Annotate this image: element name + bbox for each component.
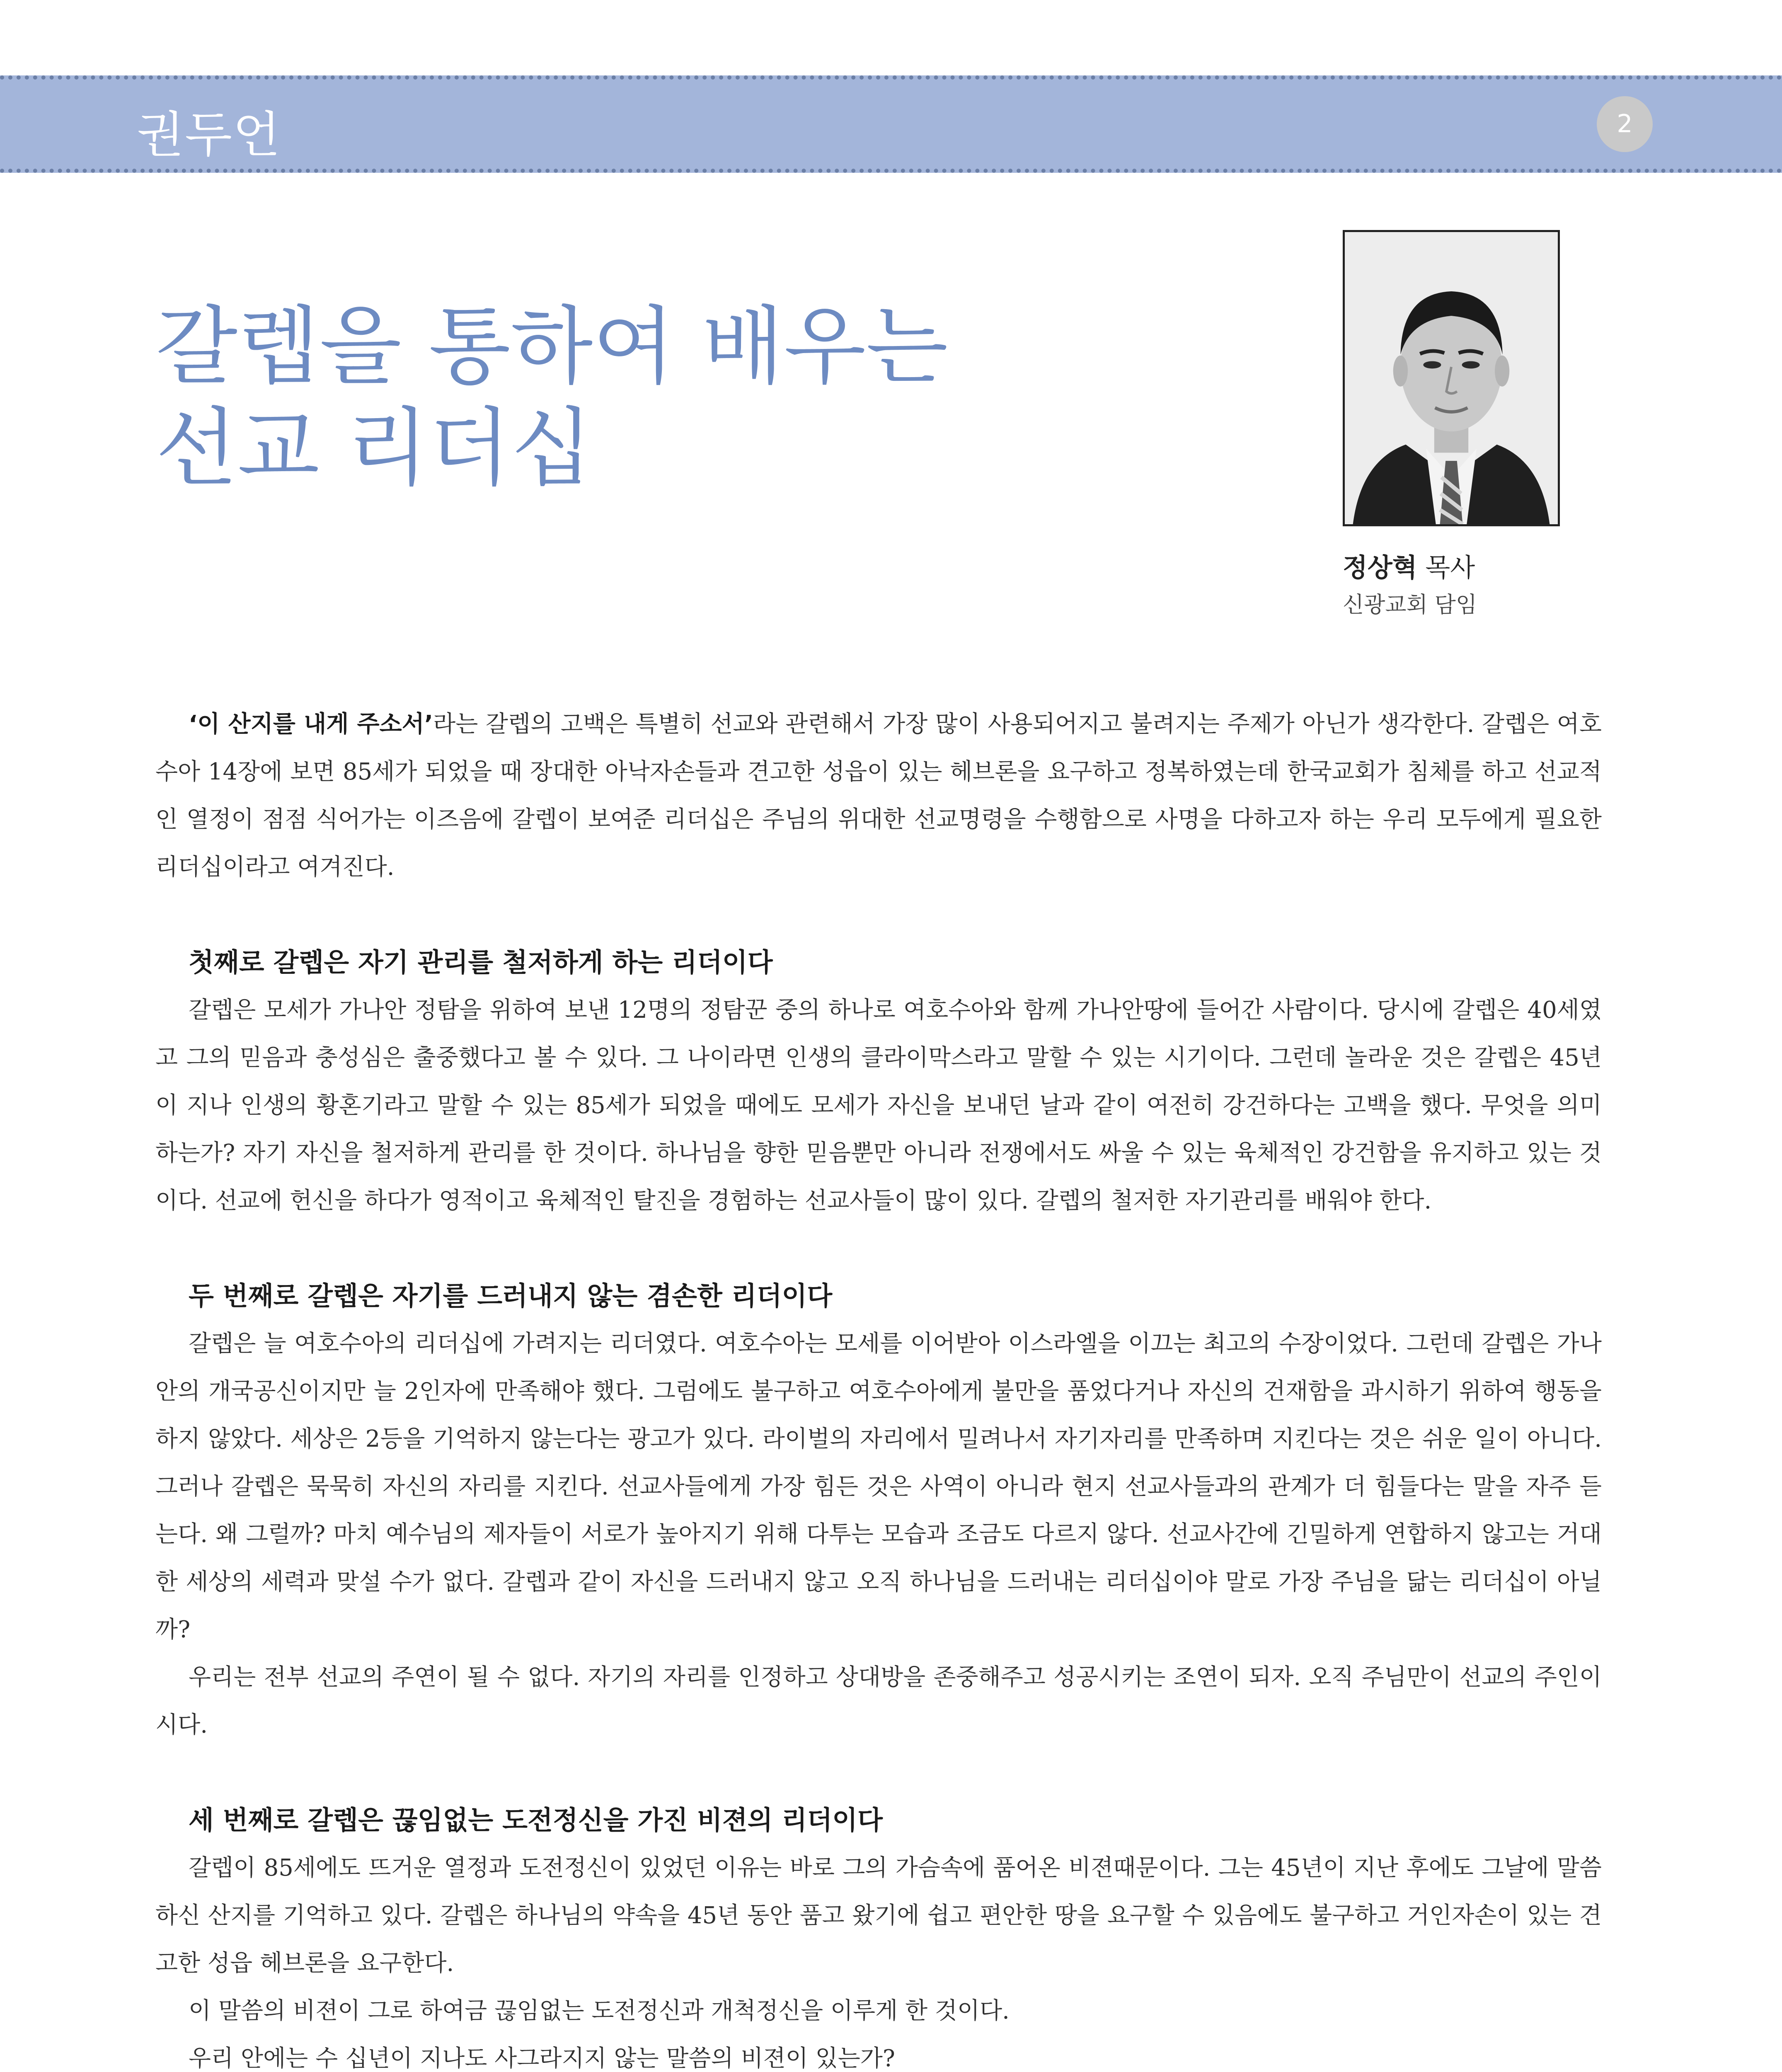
author-name [1343, 547, 1475, 584]
author-affiliation: 신광교회 담임 [1343, 592, 1477, 617]
intro-paragraph [155, 700, 1602, 891]
section-2-paragraph-2: 우리는 전부 선교의 주연이 될 수 없다. 자기의 자리를 인정하고 상대방을 존중해주고 성공시키는 조연이 되자. 오직 주님만이 선교의 주인이시다. [155, 1664, 1602, 1738]
article-body [155, 700, 1602, 2072]
section-3-paragraph-3: 우리 안에는 수 십년이 지나도 사그라지지 않는 말씀의 비젼이 있는가? [189, 2045, 895, 2072]
article-title [155, 296, 1233, 499]
section-3-paragraph-1: 갈렙이 85세에도 뜨거운 열정과 도전정신이 있었던 이유는 바로 그의 가슴속에 품어온 비젼때문이다. 그는 45년이 지난 후에도 그날에 말씀하신 산지를 기억하고 있다. 갈렙은 하나님의 약속을 45년 동안 품고 왔기에 쉽고 편안한 땅을 요구할 수 있음에도 불구하고 거인자손이 있는 견고한 성읍 헤브론을 요구한다. [155, 1854, 1602, 1977]
intro-quote: ‘이 산지를 내게 주소서’ [189, 711, 433, 738]
section-1-heading: 첫째로 갈렙은 자기 관리를 철저하게 하는 리더이다 [189, 947, 773, 978]
intro-text: 라는 갈렙의 고백은 특별히 선교와 관련해서 가장 많이 사용되어지고 불려지는 주제가 아닌가 생각한다. 갈렙은 여호수아 14장에 보면 85세가 되었을 때 장대한 아낙자손들과 견고한 성읍이 있는 헤브론을 요구하고 정복하였는데 한국교회가 침체를 하고 선교적인 열정이 점점 식어가는 이즈음에 갈렙이 보여준 리더십은 주님의 위대한 선교명령을 수행함으로 사명을 다하고자 하는 우리 모두에게 필요한 리더십이라고 여겨진다. [155, 711, 1602, 881]
section-2-heading: 두 번째로 갈렙은 자기를 드러내지 않는 겸손한 리더이다 [189, 1281, 833, 1311]
section-3-heading: 세 번째로 갈렙은 끊임없는 도전정신을 가진 비젼의 리더이다 [189, 1805, 883, 1835]
article-title-line2: 선교 리더십 [155, 399, 593, 498]
author-name-text: 정상혁 [1343, 552, 1417, 583]
section-label: 권두언 [137, 106, 281, 163]
header-band [0, 75, 1782, 173]
section-2-paragraph-1: 갈렙은 늘 여호수아의 리더십에 가려지는 리더였다. 여호수아는 모세를 이어받아 이스라엘을 이끄는 최고의 수장이었다. 그런데 갈렙은 가나안의 개국공신이지만 늘 2인자에 만족해야 했다. 그럼에도 불구하고 여호수아에게 불만을 품었다거나 자신의 건재함을 과시하기 위하여 행동을 하지 않았다. 세상은 2등을 기억하지 않는다는 광고가 있다. 라이벌의 자리에서 밀려나서 자기자리를 만족하며 지킨다는 것은 쉬운 일이 아니다. 그러나 갈렙은 묵묵히 자신의 자리를 지킨다. 선교사들에게 가장 힘든 것은 사역이 아니라 현지 선교사들과의 관계가 더 힘들다는 말을 자주 듣는다. 왜 그럴까? 마치 예수님의 제자들이 서로가 높아지기 위해 다투는 모습과 조금도 다르지 않다. 선교사간에 긴밀하게 연합하지 않고는 거대한 세상의 세력과 맞설 수가 없다. 갈렙과 같이 자신을 드러내지 않고 오직 하나님을 드러내는 리더십이야 말로 가장 주님을 닮는 리더십이 아닐까? [155, 1330, 1602, 1643]
article-title-line1: 갈렙을 통하여 배우는 [155, 298, 948, 396]
author-role: 목사 [1425, 552, 1475, 583]
section-1-paragraph-1: 갈렙은 모세가 가나안 정탐을 위하여 보낸 12명의 정탐꾼 중의 하나로 여호수아와 함께 가나안땅에 들어간 사람이다. 당시에 갈렙은 40세였고 그의 믿음과 충성심은 출중했다고 볼 수 있다. 그 나이라면 인생의 클라이막스라고 말할 수 있는 시기이다. 그런데 놀라운 것은 갈렙은 45년이 지나 인생의 황혼기라고 말할 수 있는 85세가 되었을 때에도 모세가 자신을 보내던 날과 같이 여전히 강건하다는 고백을 했다. 무엇을 의미 하는가? 자기 자신을 철저하게 관리를 한 것이다. 하나님을 향한 믿음뿐만 아니라 전쟁에서도 싸울 수 있는 육체적인 강건함을 유지하고 있는 것이다. 선교에 헌신을 하다가 영적이고 육체적인 탈진을 경험하는 선교사들이 많이 있다. 갈렙의 철저한 자기관리를 배워야 한다. [155, 997, 1602, 1214]
page-number: 2 [1597, 96, 1653, 152]
author-photo [1343, 230, 1560, 526]
section-3-paragraph-2: 이 말씀의 비젼이 그로 하여금 끊임없는 도전정신과 개척정신을 이루게 한 것이다. [189, 1997, 1010, 2024]
